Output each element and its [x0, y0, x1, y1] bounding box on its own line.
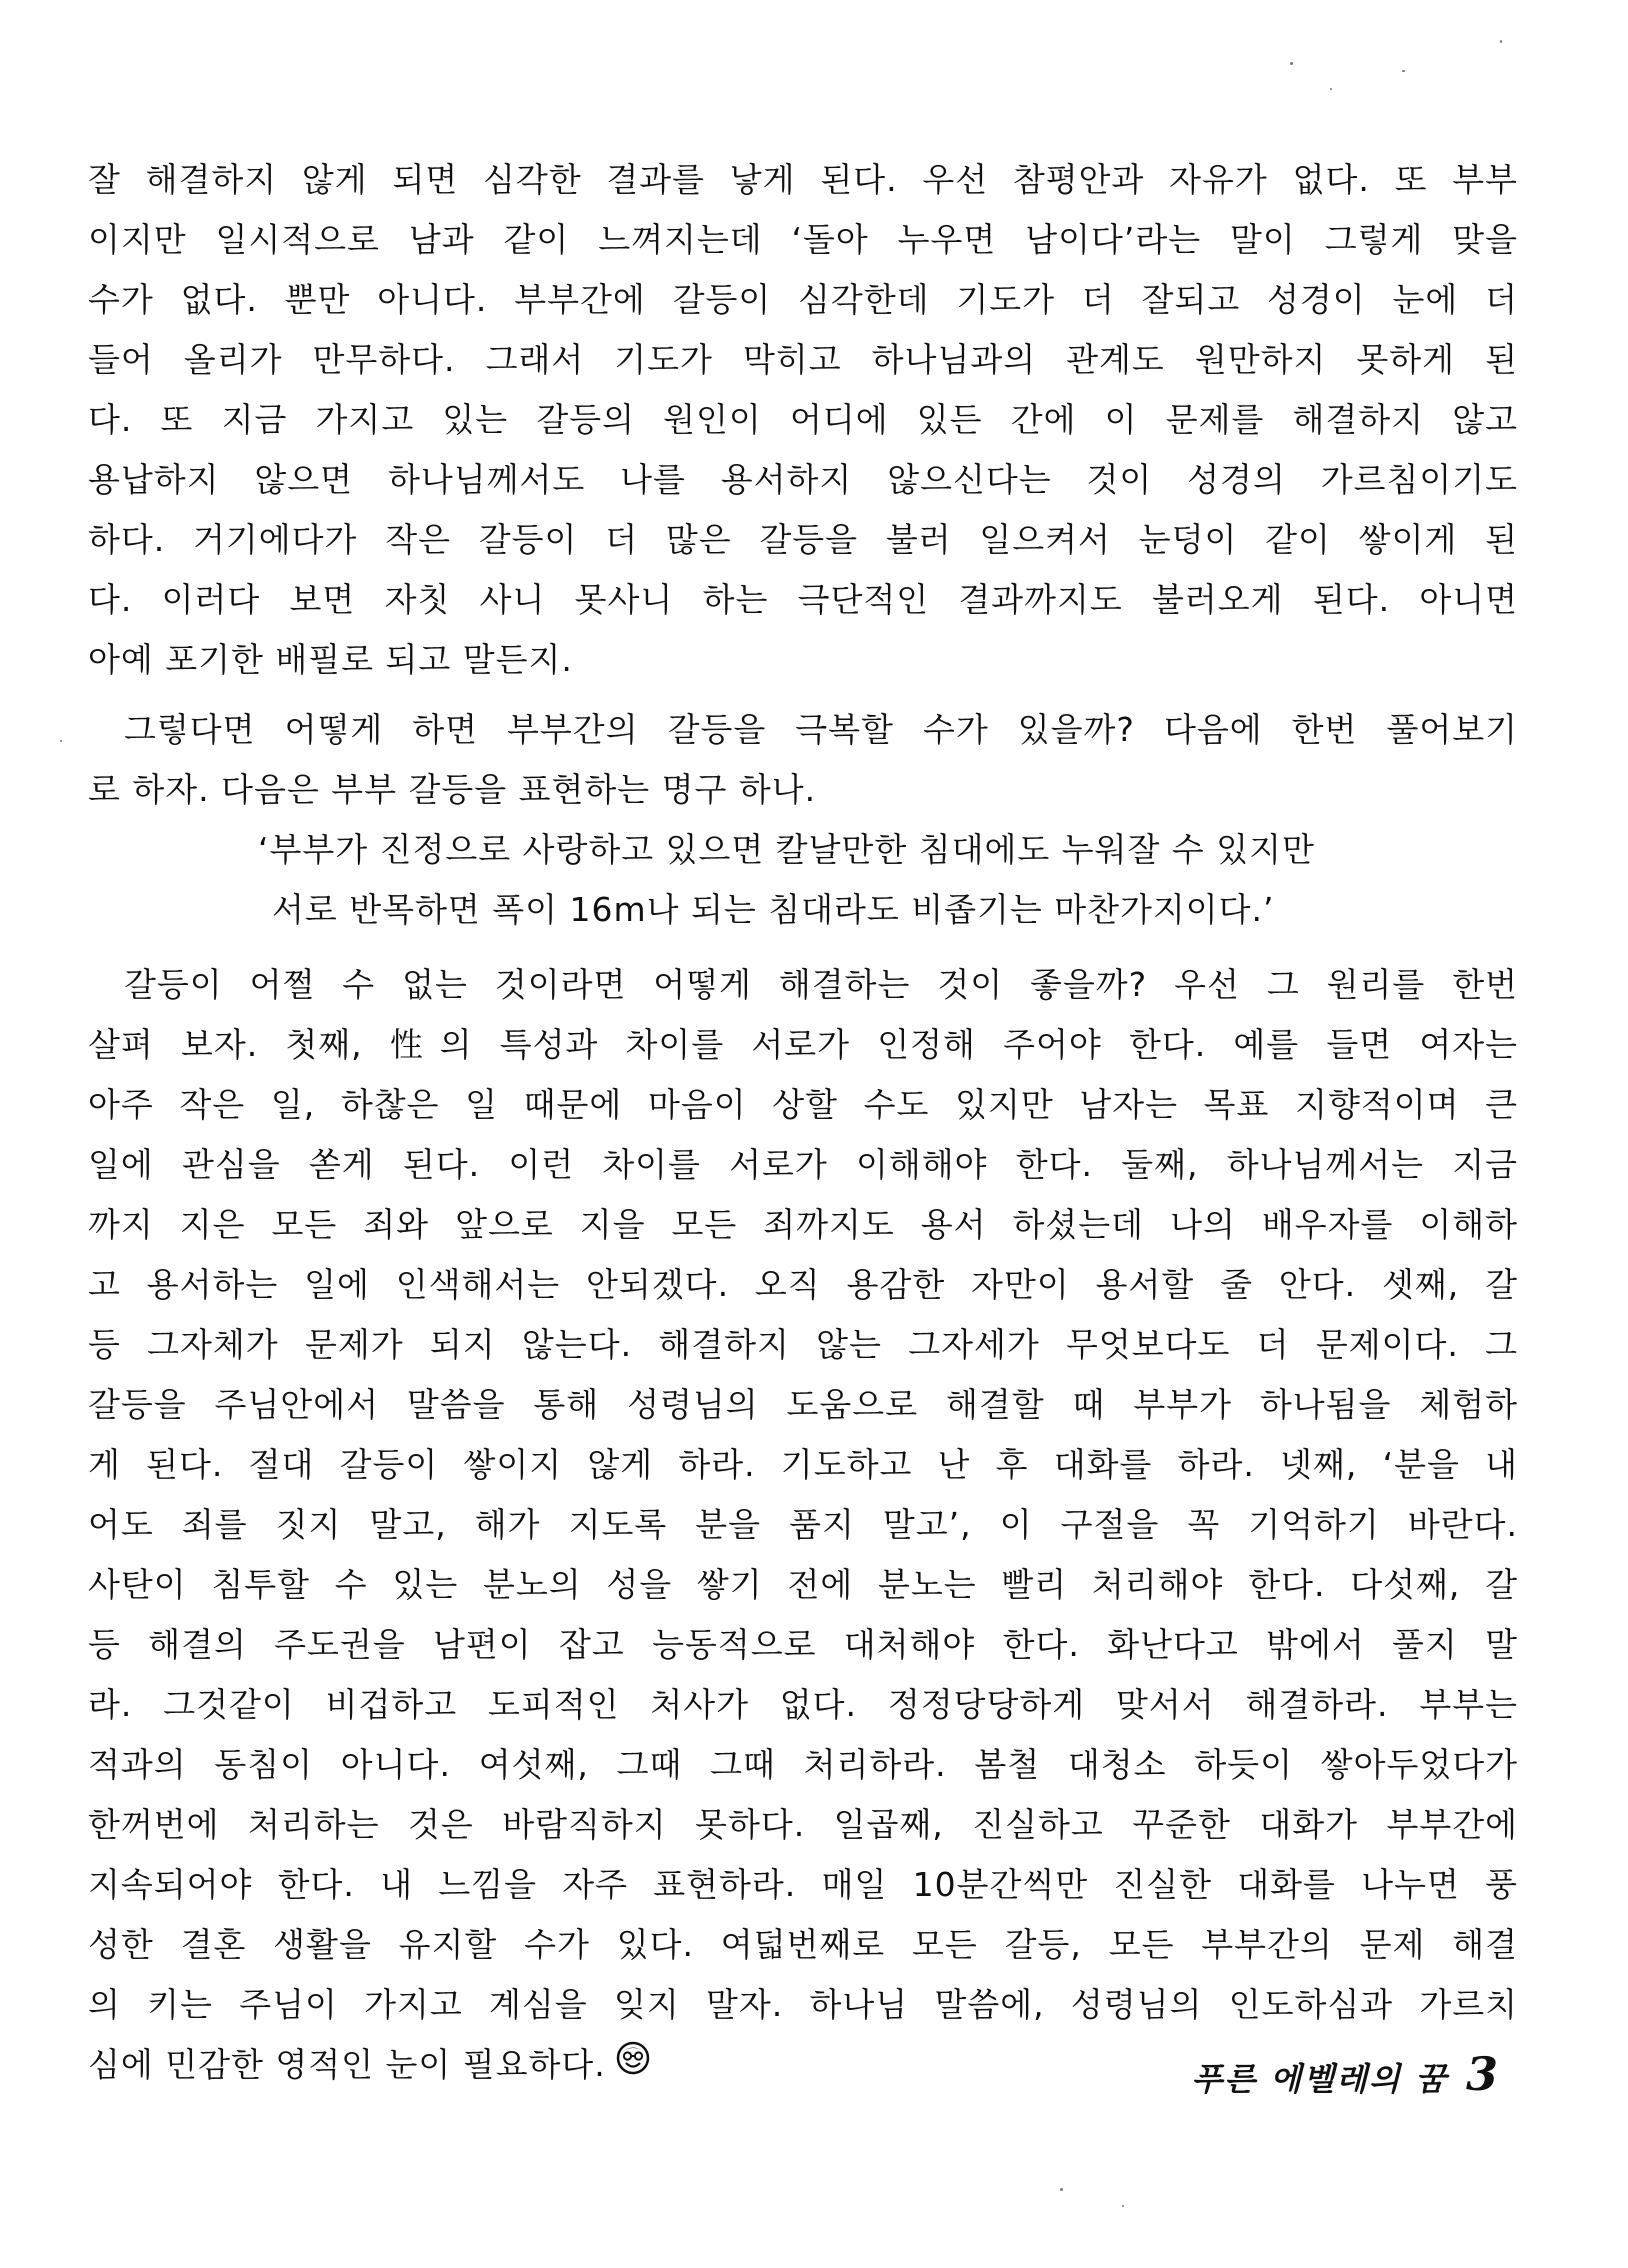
- text-line: 등 해결의 주도권을 남편이 잡고 능동적으로 대처해야 한다. 화난다고 밖에서 풀지 말: [88, 1625, 1518, 1664]
- text-line: 살펴 보자. 첫째, 性의 특성과 차이를 서로가 인정해 주어야 한다. 예를 들면 여자는: [88, 1025, 1518, 1064]
- text-line: 라. 그것같이 비겁하고 도피적인 처사가 없다. 정정당당하게 맞서서 해결하라. 부부는: [88, 1685, 1518, 1724]
- text-line: 용납하지 않으면 하나님께서도 나를 용서하지 않으신다는 것이 성경의 가르침이기도: [88, 460, 1518, 499]
- text-line: 의 키는 주님이 가지고 계심을 잊지 말자. 하나님 말씀에, 성령님의 인도하심과 가르치: [88, 1985, 1518, 2024]
- text-line: 한꺼번에 처리하는 것은 바람직하지 못하다. 일곱째, 진실하고 꾸준한 대화가 부부간에: [88, 1805, 1518, 1844]
- text-line: 수가 없다. 뿐만 아니다. 부부간에 갈등이 심각한데 기도가 더 잘되고 성경이 눈에 더: [88, 280, 1518, 319]
- text-line: 게 된다. 절대 갈등이 쌓이지 않게 하라. 기도하고 난 후 대화를 하라. 넷째, ‘분을 내: [88, 1445, 1518, 1484]
- text-line: 까지 지은 모든 죄와 앞으로 지을 모든 죄까지도 용서 하셨는데 나의 배우자를 이해하: [88, 1205, 1518, 1244]
- text-line: 성한 결혼 생활을 유지할 수가 있다. 여덟번째로 모든 갈등, 모든 부부간의 문제 해결: [88, 1925, 1518, 1964]
- text-line: 이지만 일시적으로 남과 같이 느껴지는데 ‘돌아 누우면 남이다’라는 말이 그렇게 맞을: [88, 220, 1518, 259]
- text-line: 어도 죄를 짓지 말고, 해가 지도록 분을 품지 말고’, 이 구절을 꼭 기억하기 바란다.: [88, 1505, 1518, 1544]
- text-line: 갈등을 주님안에서 말씀을 통해 성령님의 도움으로 해결할 때 부부가 하나됨을 체험하: [88, 1385, 1518, 1424]
- text-line: 등 그자체가 문제가 되지 않는다. 해결하지 않는 그자세가 무엇보다도 더 문제이다. 그: [88, 1325, 1518, 1364]
- text-line: 들어 올리가 만무하다. 그래서 기도가 막히고 하나님과의 관계도 원만하지 못하게 된: [88, 340, 1518, 379]
- text-line: 다. 이러다 보면 자칫 사니 못사니 하는 극단적인 결과까지도 불러오게 된다. 아니면: [88, 580, 1518, 619]
- page-footer: [1191, 2044, 1498, 2104]
- text-line: 그렇다면 어떻게 하면 부부간의 갈등을 극복할 수가 있을까? 다음에 한번 풀어보기: [124, 710, 1518, 749]
- paragraph-1: [88, 150, 1518, 690]
- text-line: 사탄이 침투할 수 있는 분노의 성을 쌓기 전에 분노는 빨리 처리해야 한다. 다섯째, 갈: [88, 1565, 1518, 1604]
- quote-line: 서로 반목하면 폭이 16m나 되는 침대라도 비좁기는 마찬가지이다.’: [272, 890, 1275, 929]
- quote-line: ‘부부가 진정으로 사랑하고 있으면 칼날만한 침대에도 누워잘 수 있지만: [258, 830, 1315, 869]
- text-line: 지속되어야 한다. 내 느낌을 자주 표현하라. 매일 10분간씩만 진실한 대화를 나누면 풍: [88, 1865, 1518, 1904]
- scan-speck: [1500, 40, 1502, 43]
- text-line: 갈등이 어쩔 수 없는 것이라면 어떻게 해결하는 것이 좋을까? 우선 그 원리를 한번: [124, 965, 1518, 1004]
- text-line: 하다. 거기에다가 작은 갈등이 더 많은 갈등을 불러 일으켜서 눈덩이 같이 쌓이게 된: [88, 520, 1518, 559]
- scan-speck: [60, 740, 62, 742]
- paragraph-3: [88, 955, 1518, 2095]
- paragraph-2: [88, 700, 1518, 820]
- text-line: 적과의 동침이 아니다. 여섯째, 그때 그때 처리하라. 봄철 대청소 하듯이 쌓아두었다가: [88, 1745, 1518, 1784]
- scan-speck: [1290, 62, 1293, 65]
- text-line-end: 심에 민감한 영적인 눈이 필요하다.: [88, 2045, 606, 2084]
- text-line: 아주 작은 일, 하찮은 일 때문에 마음이 상할 수도 있지만 남자는 목표 지향적이며 큰: [88, 1085, 1518, 1124]
- text-line: 로 하자. 다음은 부부 갈등을 표현하는 명구 하나.: [88, 770, 817, 809]
- scan-speck: [1402, 70, 1405, 72]
- page-number: 3: [1465, 2047, 1498, 2101]
- scan-speck: [1122, 2205, 1124, 2207]
- text-line: 아예 포기한 배필로 되고 말든지.: [88, 640, 573, 679]
- smiley-face-icon: [616, 2034, 650, 2094]
- scan-speck: [1060, 2188, 1063, 2191]
- text-line: 잘 해결하지 않게 되면 심각한 결과를 낳게 된다. 우선 참평안과 자유가 없다. 또 부부: [88, 160, 1518, 199]
- text-line: 다. 또 지금 가지고 있는 갈등의 원인이 어디에 있든 간에 이 문제를 해결하지 않고: [88, 400, 1518, 439]
- scan-speck: [1330, 88, 1332, 90]
- text-line: 고 용서하는 일에 인색해서는 안되겠다. 오직 용감한 자만이 용서할 줄 안다. 셋째, 갈: [88, 1265, 1518, 1304]
- text-line: 일에 관심을 쏟게 된다. 이런 차이를 서로가 이해해야 한다. 둘째, 하나님께서는 지금: [88, 1145, 1518, 1184]
- publication-title: 푸른 에벨레의 꿈: [1191, 2060, 1448, 2098]
